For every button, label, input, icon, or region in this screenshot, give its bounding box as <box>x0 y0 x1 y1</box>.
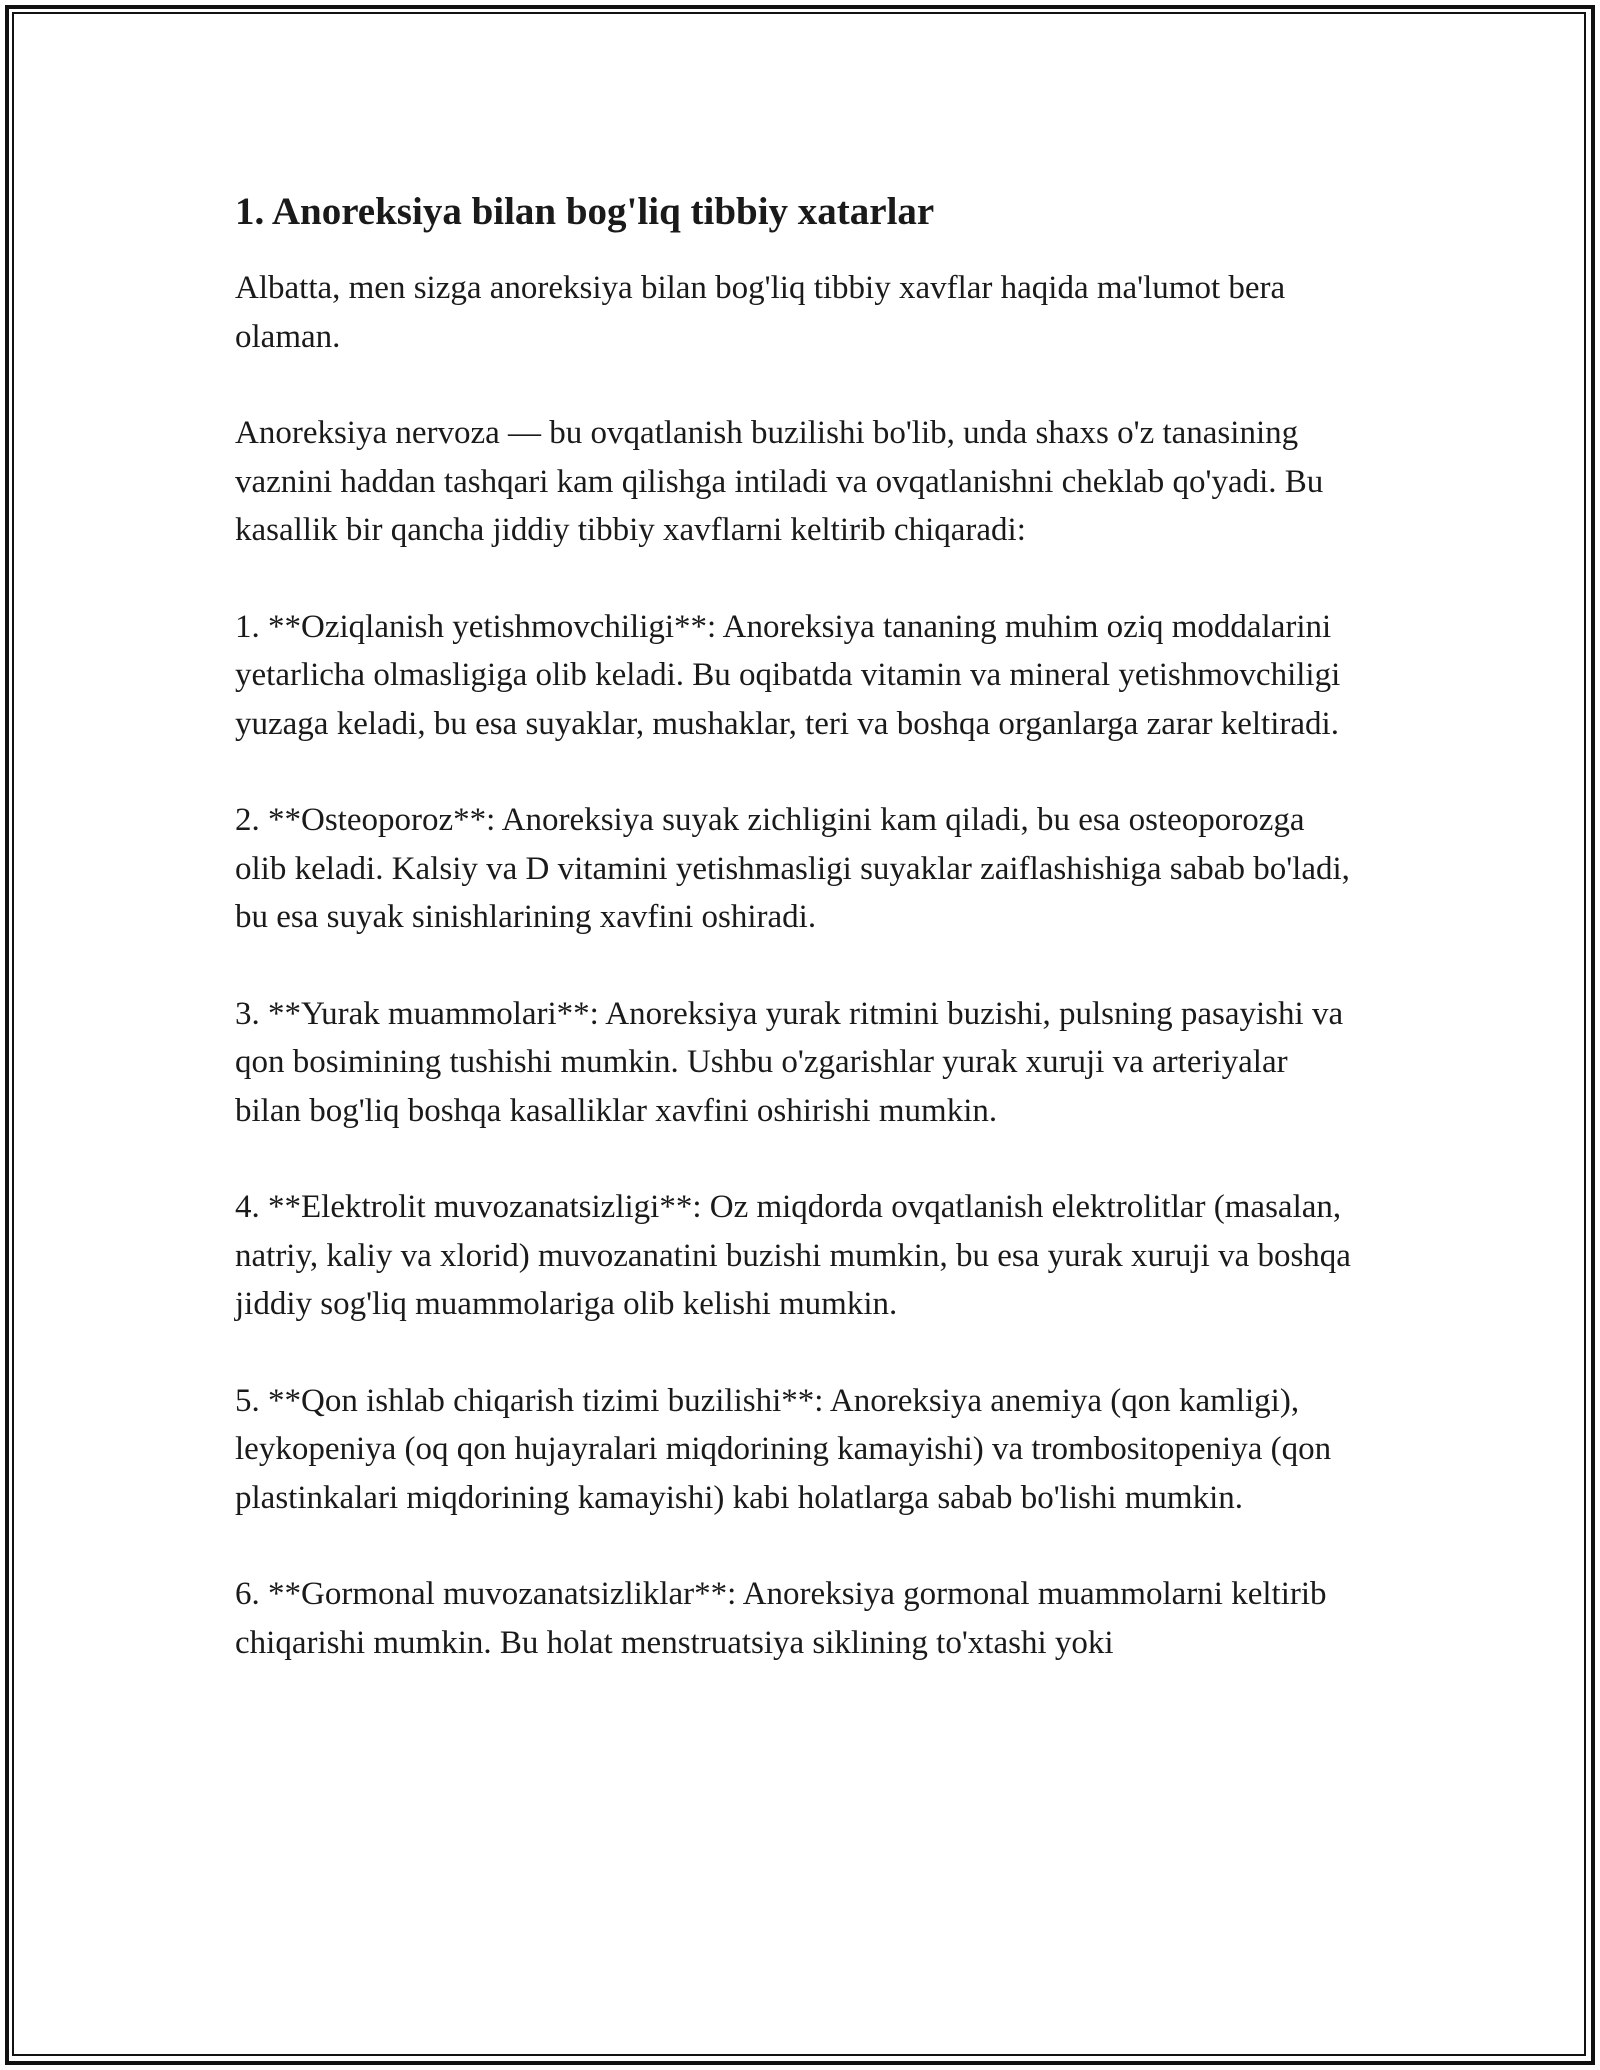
list-item-blood: 5. **Qon ishlab chiqarish tizimi buzilishi**: Anoreksiya anemiya (qon kamligi), leykopeniya (oq qon hujayralari miqdorining kamayishi) va trombositopeniya (qon plastinkalari miqdorining kamayishi) kabi holatlarga sabab bo'lishi mumkin. <box>235 1382 1332 1516</box>
list-item-nutrition: 1. **Oziqlanish yetishmovchiligi**: Anoreksiya tananing muhim oziq moddalarini yetarlicha olmasligiga olib keladi. Bu oqibatda vitamin va mineral yetishmovchiligi yuzaga keladi, bu esa suyaklar, mushaklar, teri va boshqa organlarga zarar keltiradi. <box>235 608 1341 742</box>
paragraph-intro: Albatta, men sizga anoreksiya bilan bog'liq tibbiy xavflar haqida ma'lumot bera olaman. <box>235 270 1286 355</box>
document-heading: 1. Anoreksiya bilan bog'liq tibbiy xatarlar <box>235 190 935 233</box>
list-item-heart: 3. **Yurak muammolari**: Anoreksiya yurak ritmini buzishi, pulsning pasayishi va qon bosimining tushishi mumkin. Ushbu o'zgarishlar yurak xuruji va arteriyalar bilan bog'liq boshqa kasalliklar xavfini oshirishi mumkin. <box>235 995 1344 1129</box>
document-body <box>235 186 1355 1715</box>
list-item-hormonal: 6. **Gormonal muvozanatsizliklar**: Anoreksiya gormonal muammolarni keltirib chiqarishi mumkin. Bu holat menstruatsiya siklining to'xtashi yoki <box>235 1576 1327 1661</box>
list-item-electrolyte: 4. **Elektrolit muvozanatsizligi**: Oz miqdorda ovqatlanish elektrolitlar (masalan, natriy, kaliy va xlorid) muvozanatini buzishi mumkin, bu esa yurak xuruji va boshqa jiddiy sog'liq muammolariga olib kelishi mumkin. <box>235 1189 1351 1322</box>
list-item-osteoporosis: 2. **Osteoporoz**: Anoreksiya suyak zichligini kam qiladi, bu esa osteoporozga olib keladi. Kalsiy va D vitamini yetishmasligi suyaklar zaiflashishiga sabab bo'ladi, bu esa suyak sinishlarining xavfini oshiradi. <box>235 802 1350 935</box>
paragraph-definition: Anoreksiya nervoza — bu ovqatlanish buzilishi bo'lib, unda shaxs o'z tanasining vaznini haddan tashqari kam qilishga intiladi va ovqatlanishni cheklab qo'yadi. Bu kasallik bir qancha jiddiy tibbiy xavflarni keltirib chiqaradi: <box>235 415 1324 548</box>
